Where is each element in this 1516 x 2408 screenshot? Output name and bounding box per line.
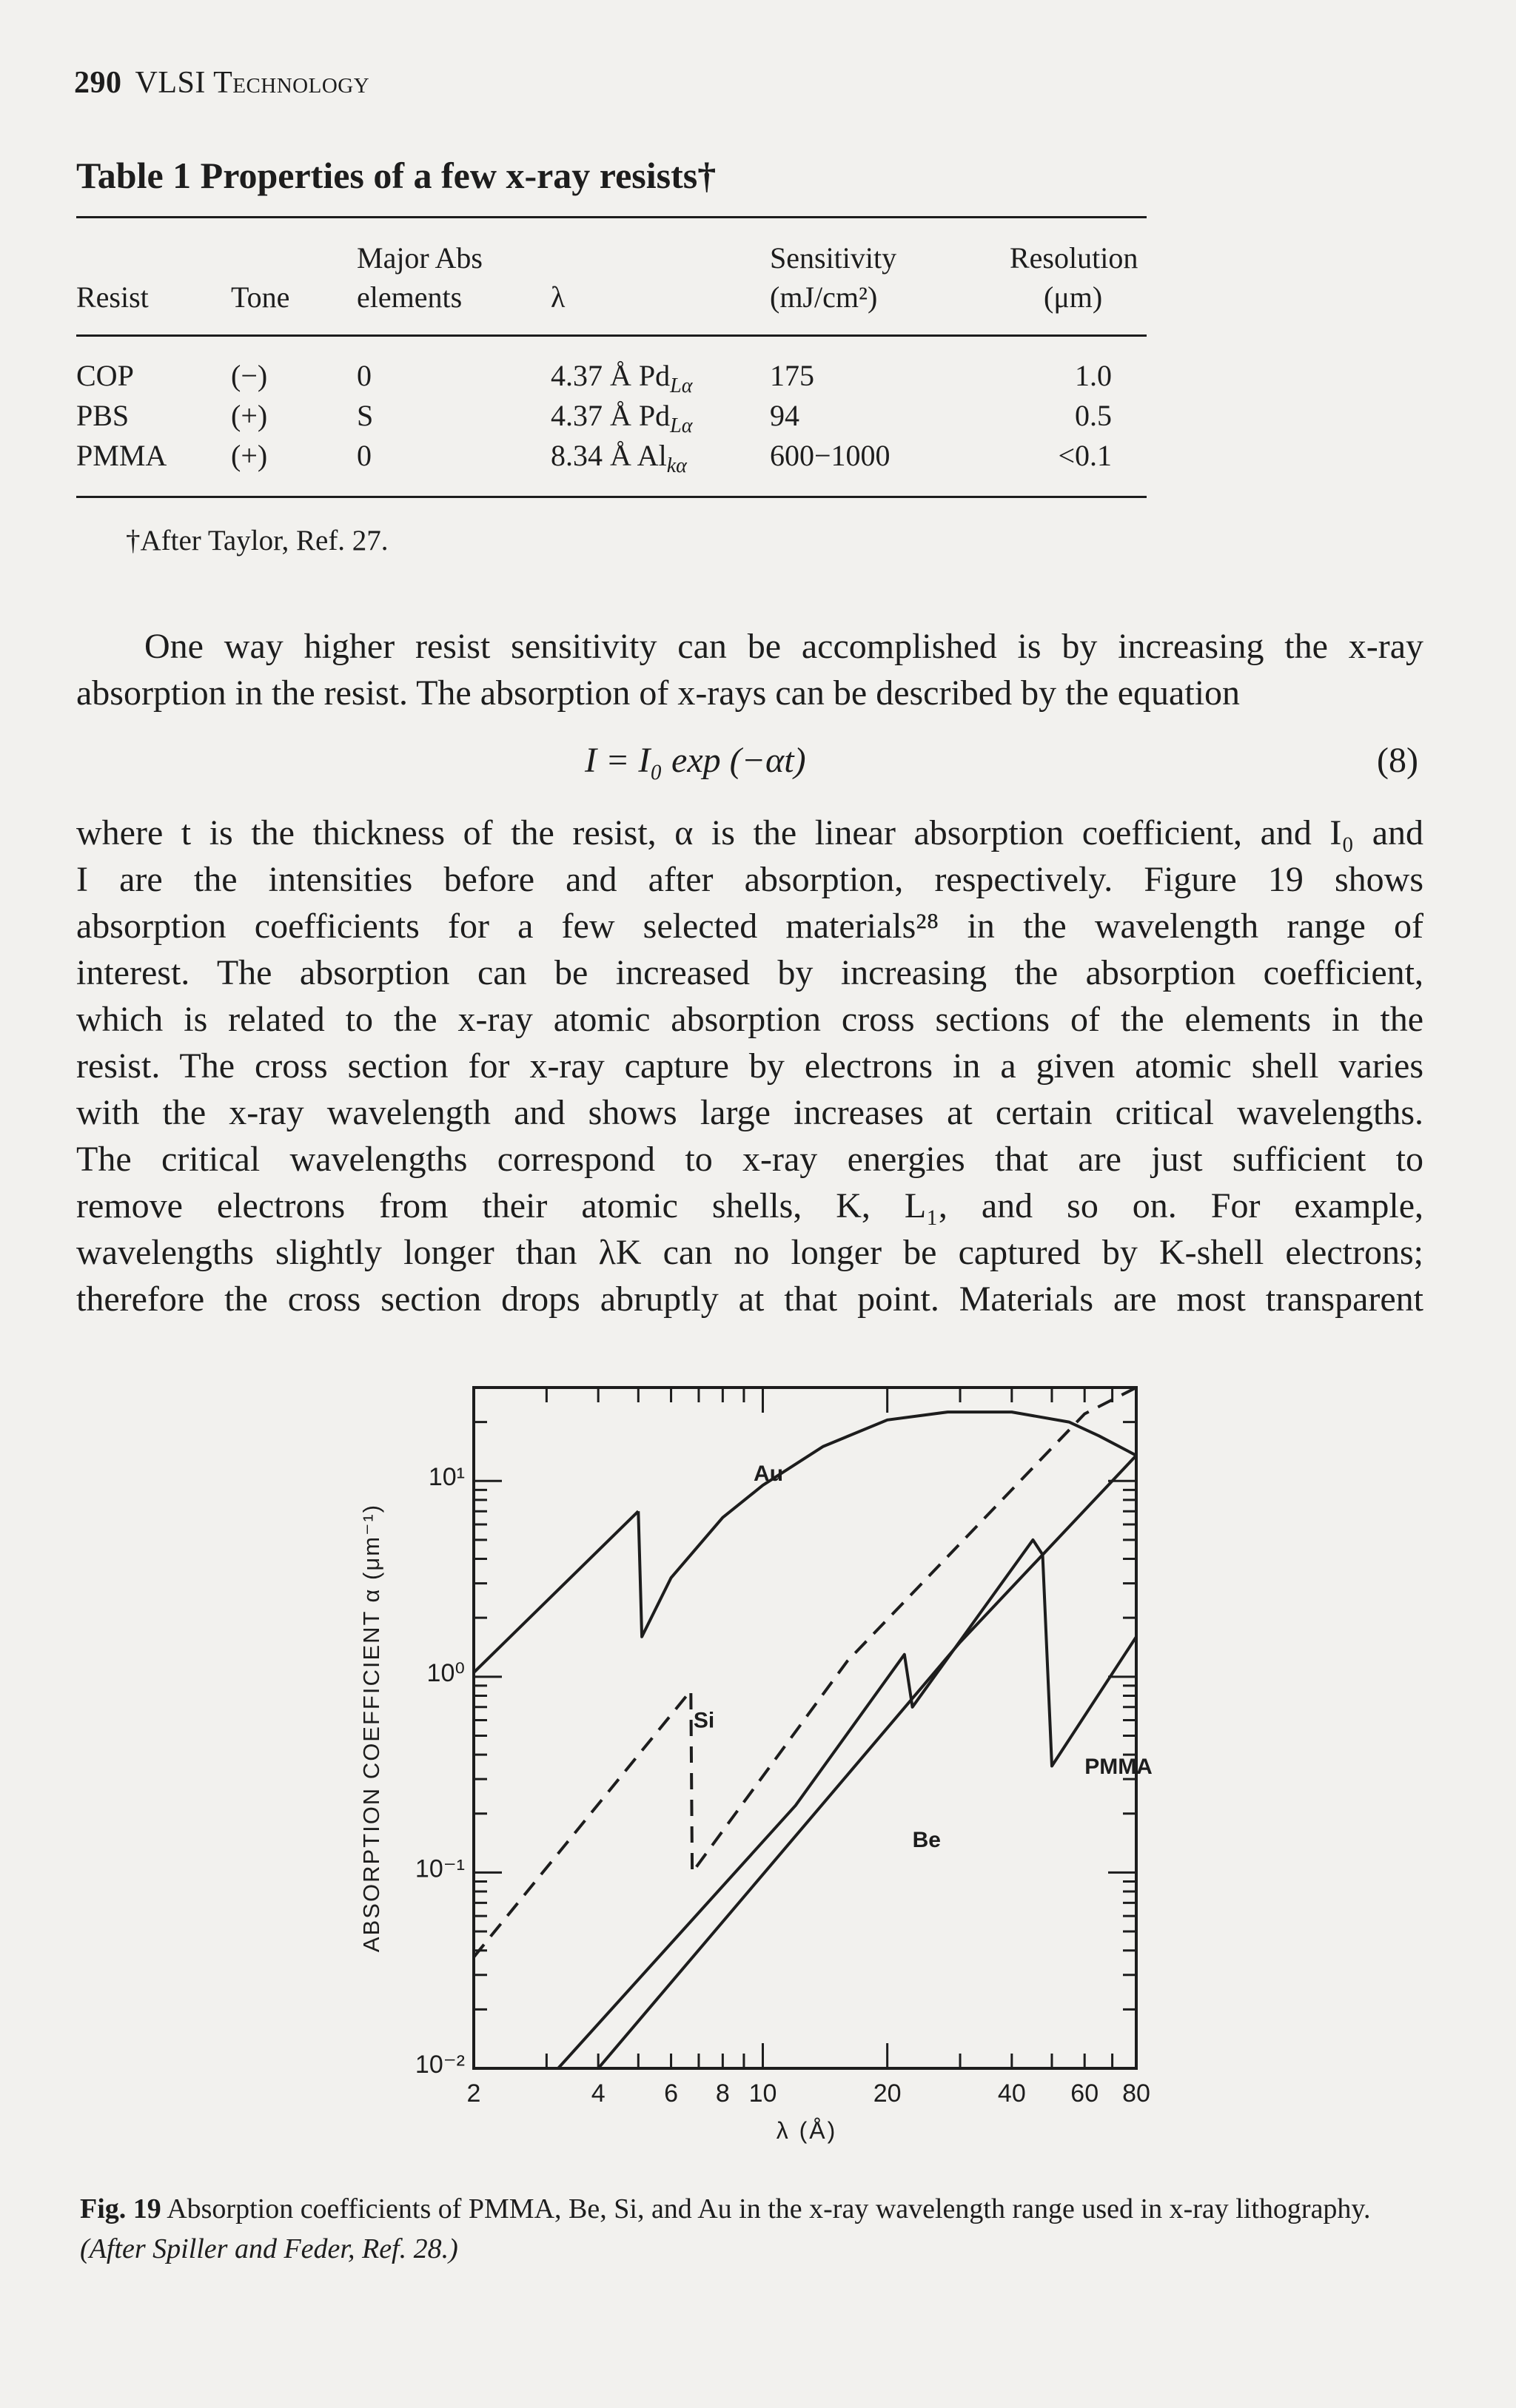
x-tick-label: 40 <box>997 2079 1026 2108</box>
header-sensitivity-line1: Sensitivity <box>770 241 897 275</box>
table-cell-tone: (+) <box>231 399 268 432</box>
x-tick-label: 60 <box>1070 2079 1099 2108</box>
table-cell-elements: S <box>357 399 374 432</box>
series-label-pmma: PMMA <box>1084 1754 1153 1779</box>
paragraph-2 <box>76 810 1423 1322</box>
table-cell-lambda <box>551 358 692 398</box>
text-line: remove electrons from their atomic shells, K, L₁, and so on. For example, <box>76 1186 1423 1225</box>
text-line: wavelengths slightly longer than λK can no longer be captured by K-shell electrons; <box>76 1233 1423 1272</box>
lambda-subscript: kα <box>666 454 687 477</box>
table-cell-resolution: <0.1 <box>1058 439 1112 472</box>
y-tick-label: 10⁰ <box>426 1658 465 1687</box>
header-major-abs-line2: elements <box>357 280 463 314</box>
x-tick-label: 4 <box>591 2079 606 2108</box>
table-cell-sensitivity: 175 <box>770 359 814 392</box>
table-cell-tone: (+) <box>231 439 268 472</box>
x-tick-label: 2 <box>466 2079 481 2108</box>
series-line-au <box>638 1412 1136 1637</box>
y-tick-label: 10⁻² <box>415 2051 465 2079</box>
equation-number: (8) <box>1377 741 1418 780</box>
x-tick-label: 20 <box>873 2079 902 2108</box>
series-layer <box>474 1388 1136 2068</box>
caption-label: Fig. 19 <box>80 2193 161 2224</box>
text-line: resist. The cross section for x-ray capture by electrons in a given atomic shell varies <box>76 1046 1423 1086</box>
table-header-rule <box>76 334 1147 337</box>
x-tick-label: 6 <box>664 2079 679 2108</box>
table-cell-resist: PMMA <box>76 439 167 472</box>
page-number: 290 <box>74 66 122 100</box>
text-line: with the x-ray wavelength and shows large increases at certain critical wavelengths. <box>76 1093 1423 1132</box>
lambda-text: 8.34 Å Al <box>551 439 667 472</box>
text-line: One way higher resist sensitivity can be accomplished is by increasing the x-ray <box>144 627 1423 666</box>
series-line-au <box>474 1511 638 1672</box>
header-resist: Resist <box>76 280 149 314</box>
header-resolution-line2: (μm) <box>1044 280 1103 314</box>
lambda-text: 4.37 Å Pd <box>551 359 671 392</box>
text-line: absorption coefficients for a few selected materials²⁸ in the wavelength range of <box>76 907 1423 946</box>
table-cell-resolution: 0.5 <box>1075 399 1112 432</box>
x-tick-label: 10 <box>748 2079 777 2108</box>
lambda-subscript: Lα <box>670 374 693 397</box>
text-line: I are the intensities before and after absorption, respectively. Figure 19 shows <box>76 860 1423 899</box>
table-top-rule <box>76 216 1147 218</box>
x-tick-label: 8 <box>715 2079 730 2108</box>
table-bottom-rule <box>76 496 1147 498</box>
header-tone: Tone <box>231 280 290 314</box>
series-label-si: Si <box>693 1708 715 1733</box>
header-resolution-line1: Resolution <box>1010 241 1138 275</box>
table-cell-elements: 0 <box>357 359 372 392</box>
series-label-au: Au <box>754 1462 784 1487</box>
table-title: Table 1 Properties of a few x-ray resists† <box>76 155 717 196</box>
series-line-si <box>474 1388 1136 1957</box>
y-tick-label: 10⁻¹ <box>415 1854 465 1883</box>
text-line: The critical wavelengths correspond to x-ray energies that are just sufficient to <box>76 1140 1423 1179</box>
text-line: absorption in the resist. The absorption of x-rays can be described by the equation <box>76 673 1241 713</box>
series-label-be: Be <box>912 1827 941 1852</box>
caption-text: Absorption coefficients of PMMA, Be, Si, and Au in the x-ray wavelength range used in x-ray lithography. <box>167 2193 1371 2224</box>
caption-source: (After Spiller and Feder, Ref. 28.) <box>80 2233 458 2264</box>
y-tick-label: 10¹ <box>428 1463 465 1492</box>
absorption-chart <box>348 1369 1192 2153</box>
header-major-abs-line1: Major Abs <box>357 241 483 275</box>
table-footnote: †After Taylor, Ref. 27. <box>126 525 389 556</box>
text-line: where t is the thickness of the resist, α is the linear absorption coefficient, and I₀ and <box>76 813 1423 852</box>
text-line: therefore the cross section drops abruptly at that point. Materials are most transparent <box>76 1279 1423 1319</box>
table-cell-sensitivity: 94 <box>770 399 799 432</box>
x-tick-label: 80 <box>1122 2079 1150 2108</box>
axis-ticks <box>474 1388 1136 2068</box>
header-lambda: λ <box>551 280 566 314</box>
running-head <box>74 65 369 101</box>
text-line: interest. The absorption can be increased by increasing the absorption coefficient, <box>76 953 1423 992</box>
figure-caption <box>80 2189 1427 2269</box>
table-cell-elements: 0 <box>357 439 372 472</box>
equation: I = I₀ exp (−αt) <box>585 741 806 780</box>
header-sensitivity-line2: (mJ/cm²) <box>770 280 878 314</box>
lambda-text: 4.37 Å Pd <box>551 399 671 432</box>
series-line-pmma <box>558 1540 1136 2068</box>
running-title: VLSI Technology <box>135 66 370 100</box>
paragraph-1 <box>76 623 1423 716</box>
y-axis-label: ABSORPTION COEFFICIENT α (μm⁻¹) <box>358 1503 384 1953</box>
table-cell-tone: (−) <box>231 359 268 392</box>
table-cell-resolution: 1.0 <box>1075 359 1112 392</box>
x-axis-label: λ (Å) <box>776 2117 838 2144</box>
plot-frame <box>474 1388 1136 2068</box>
table-cell-resist: COP <box>76 359 134 392</box>
table-cell-resist: PBS <box>76 399 130 432</box>
table-cell-sensitivity: 600−1000 <box>770 439 891 472</box>
text-line: which is related to the x-ray atomic absorption cross sections of the elements in the <box>76 1000 1423 1039</box>
lambda-subscript: Lα <box>670 414 693 437</box>
table-cell-lambda <box>551 398 692 438</box>
table-cell-lambda <box>551 438 687 478</box>
